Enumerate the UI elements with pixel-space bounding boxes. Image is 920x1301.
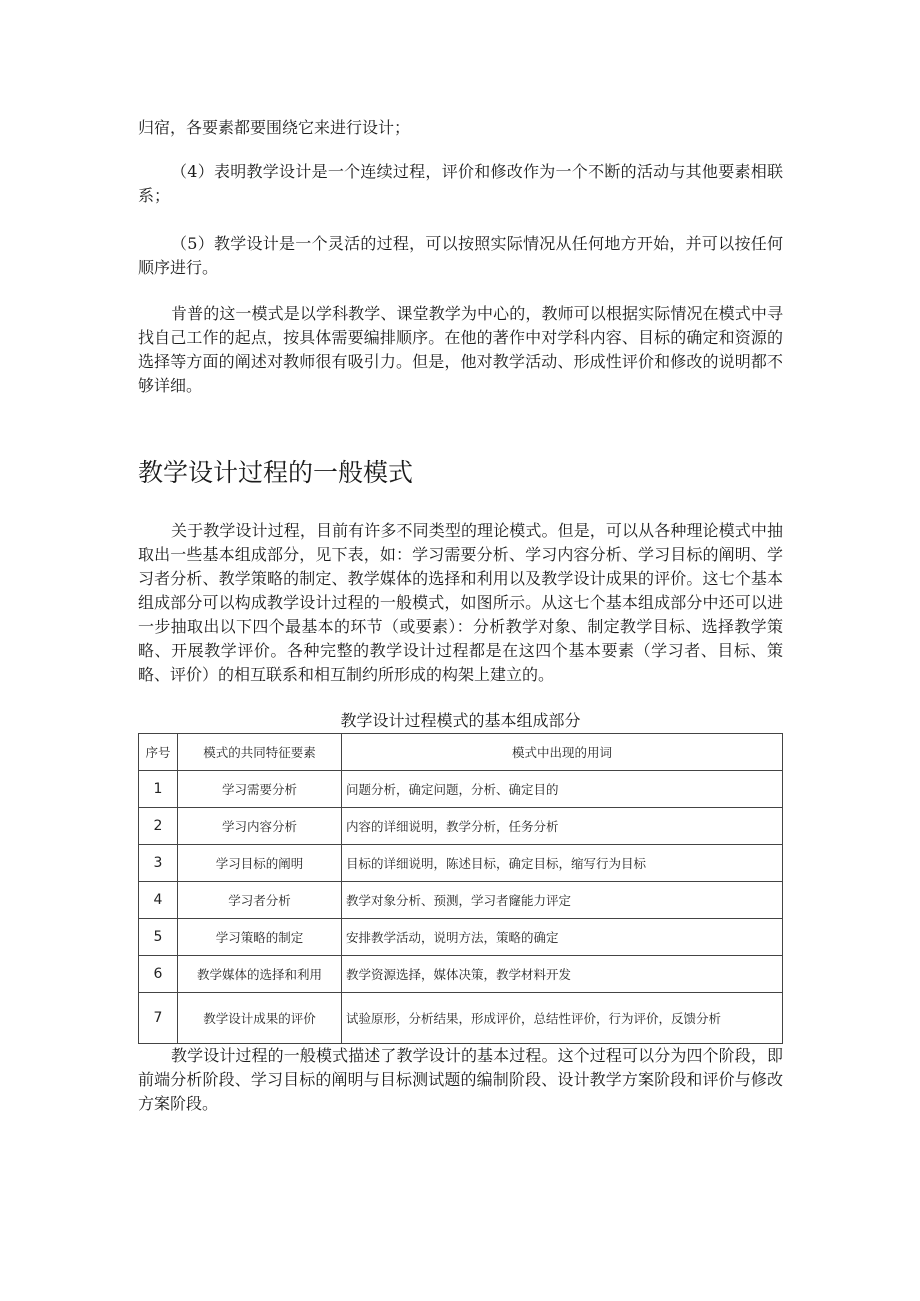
row-element: 学习内容分析 <box>178 808 342 845</box>
table-row <box>139 919 783 956</box>
row-terms: 问题分析，确定问题，分析、确定目的 <box>342 771 783 808</box>
row-number: 1 <box>139 771 178 808</box>
table-header-row <box>139 734 783 771</box>
row-element: 学习需要分析 <box>178 771 342 808</box>
paragraph-general-model: 关于教学设计过程，目前有许多不同类型的理论模式。但是，可以从各种理论模式中抽取出一些基本组成部分，见下表，如：学习需要分析、学习内容分析、学习目标的阐明、学习者分析、教学策略的制定、教学媒体的选择和利用以及教学设计成果的评价。这七个基本组成部分可以构成教学设计过程的一般模式，如图所示。从这七个基本组成部分中还可以进一步抽取出以下四个最基本的环节（或要素）：分析教学对象、制定教学目标、选择教学策略、开展教学评价。各种完整的教学设计过程都是在这四个基本要素（学习者、目标、策略、评价）的相互联系和相互制约所形成的构架上建立的。 <box>138 521 783 684</box>
components-table <box>138 733 783 1044</box>
row-terms: 目标的详细说明，陈述目标，确定目标，缩写行为目标 <box>342 845 783 882</box>
row-terms: 试验原形，分析结果，形成评价，总结性评价，行为评价，反馈分析 <box>342 993 783 1044</box>
table-row <box>139 993 783 1044</box>
row-number: 6 <box>139 956 178 993</box>
paragraph-four-stages: 教学设计过程的一般模式描述了教学设计的基本过程。这个过程可以分为四个阶段，即前端分析阶段、学习目标的阐明与目标测试题的编制阶段、设计教学方案阶段和评价与修改方案阶段。 <box>138 1046 783 1113</box>
row-element: 教学设计成果的评价 <box>178 993 342 1044</box>
paragraph-continuation: 归宿，各要素都要围绕它来进行设计； <box>138 118 411 137</box>
table-caption: 教学设计过程模式的基本组成部分 <box>340 711 581 730</box>
row-terms: 教学资源选择，媒体决策，教学材料开发 <box>342 956 783 993</box>
header-terms: 模式中出现的用词 <box>342 734 783 771</box>
row-number: 7 <box>139 993 178 1044</box>
row-terms: 安排教学活动，说明方法，策略的确定 <box>342 919 783 956</box>
row-element: 学习策略的制定 <box>178 919 342 956</box>
row-terms: 教学对象分析、预测，学习者窿能力评定 <box>342 882 783 919</box>
header-element: 模式的共同特征要素 <box>178 734 342 771</box>
row-element: 教学媒体的选择和利用 <box>178 956 342 993</box>
row-element: 学习目标的阐明 <box>178 845 342 882</box>
table-row <box>139 956 783 993</box>
row-number: 2 <box>139 808 178 845</box>
paragraph-kemp-model: 肯普的这一模式是以学科教学、课堂教学为中心的，教师可以根据实际情况在模式中寻找自己工作的起点，按具体需要编排顺序。在他的著作中对学科内容、目标的确定和资源的选择等方面的阐述对教师很有吸引力。但是，他对教学活动、形成性评价和修改的说明都不够详细。 <box>138 304 783 395</box>
row-element: 学习者分析 <box>178 882 342 919</box>
table-row <box>139 771 783 808</box>
row-number: 3 <box>139 845 178 882</box>
table-row <box>139 845 783 882</box>
row-number: 4 <box>139 882 178 919</box>
header-number: 序号 <box>139 734 178 771</box>
row-terms: 内容的详细说明，教学分析，任务分析 <box>342 808 783 845</box>
table-row <box>139 808 783 845</box>
paragraph-point-5: （5）教学设计是一个灵活的过程，可以按照实际情况从任何地方开始，并可以按任何顺序进行。 <box>138 234 783 277</box>
table-row <box>139 882 783 919</box>
paragraph-point-4: （4）表明教学设计是一个连续过程，评价和修改作为一个不断的活动与其他要素相联系； <box>138 162 783 205</box>
row-number: 5 <box>139 919 178 956</box>
section-heading: 教学设计过程的一般模式 <box>138 458 414 487</box>
